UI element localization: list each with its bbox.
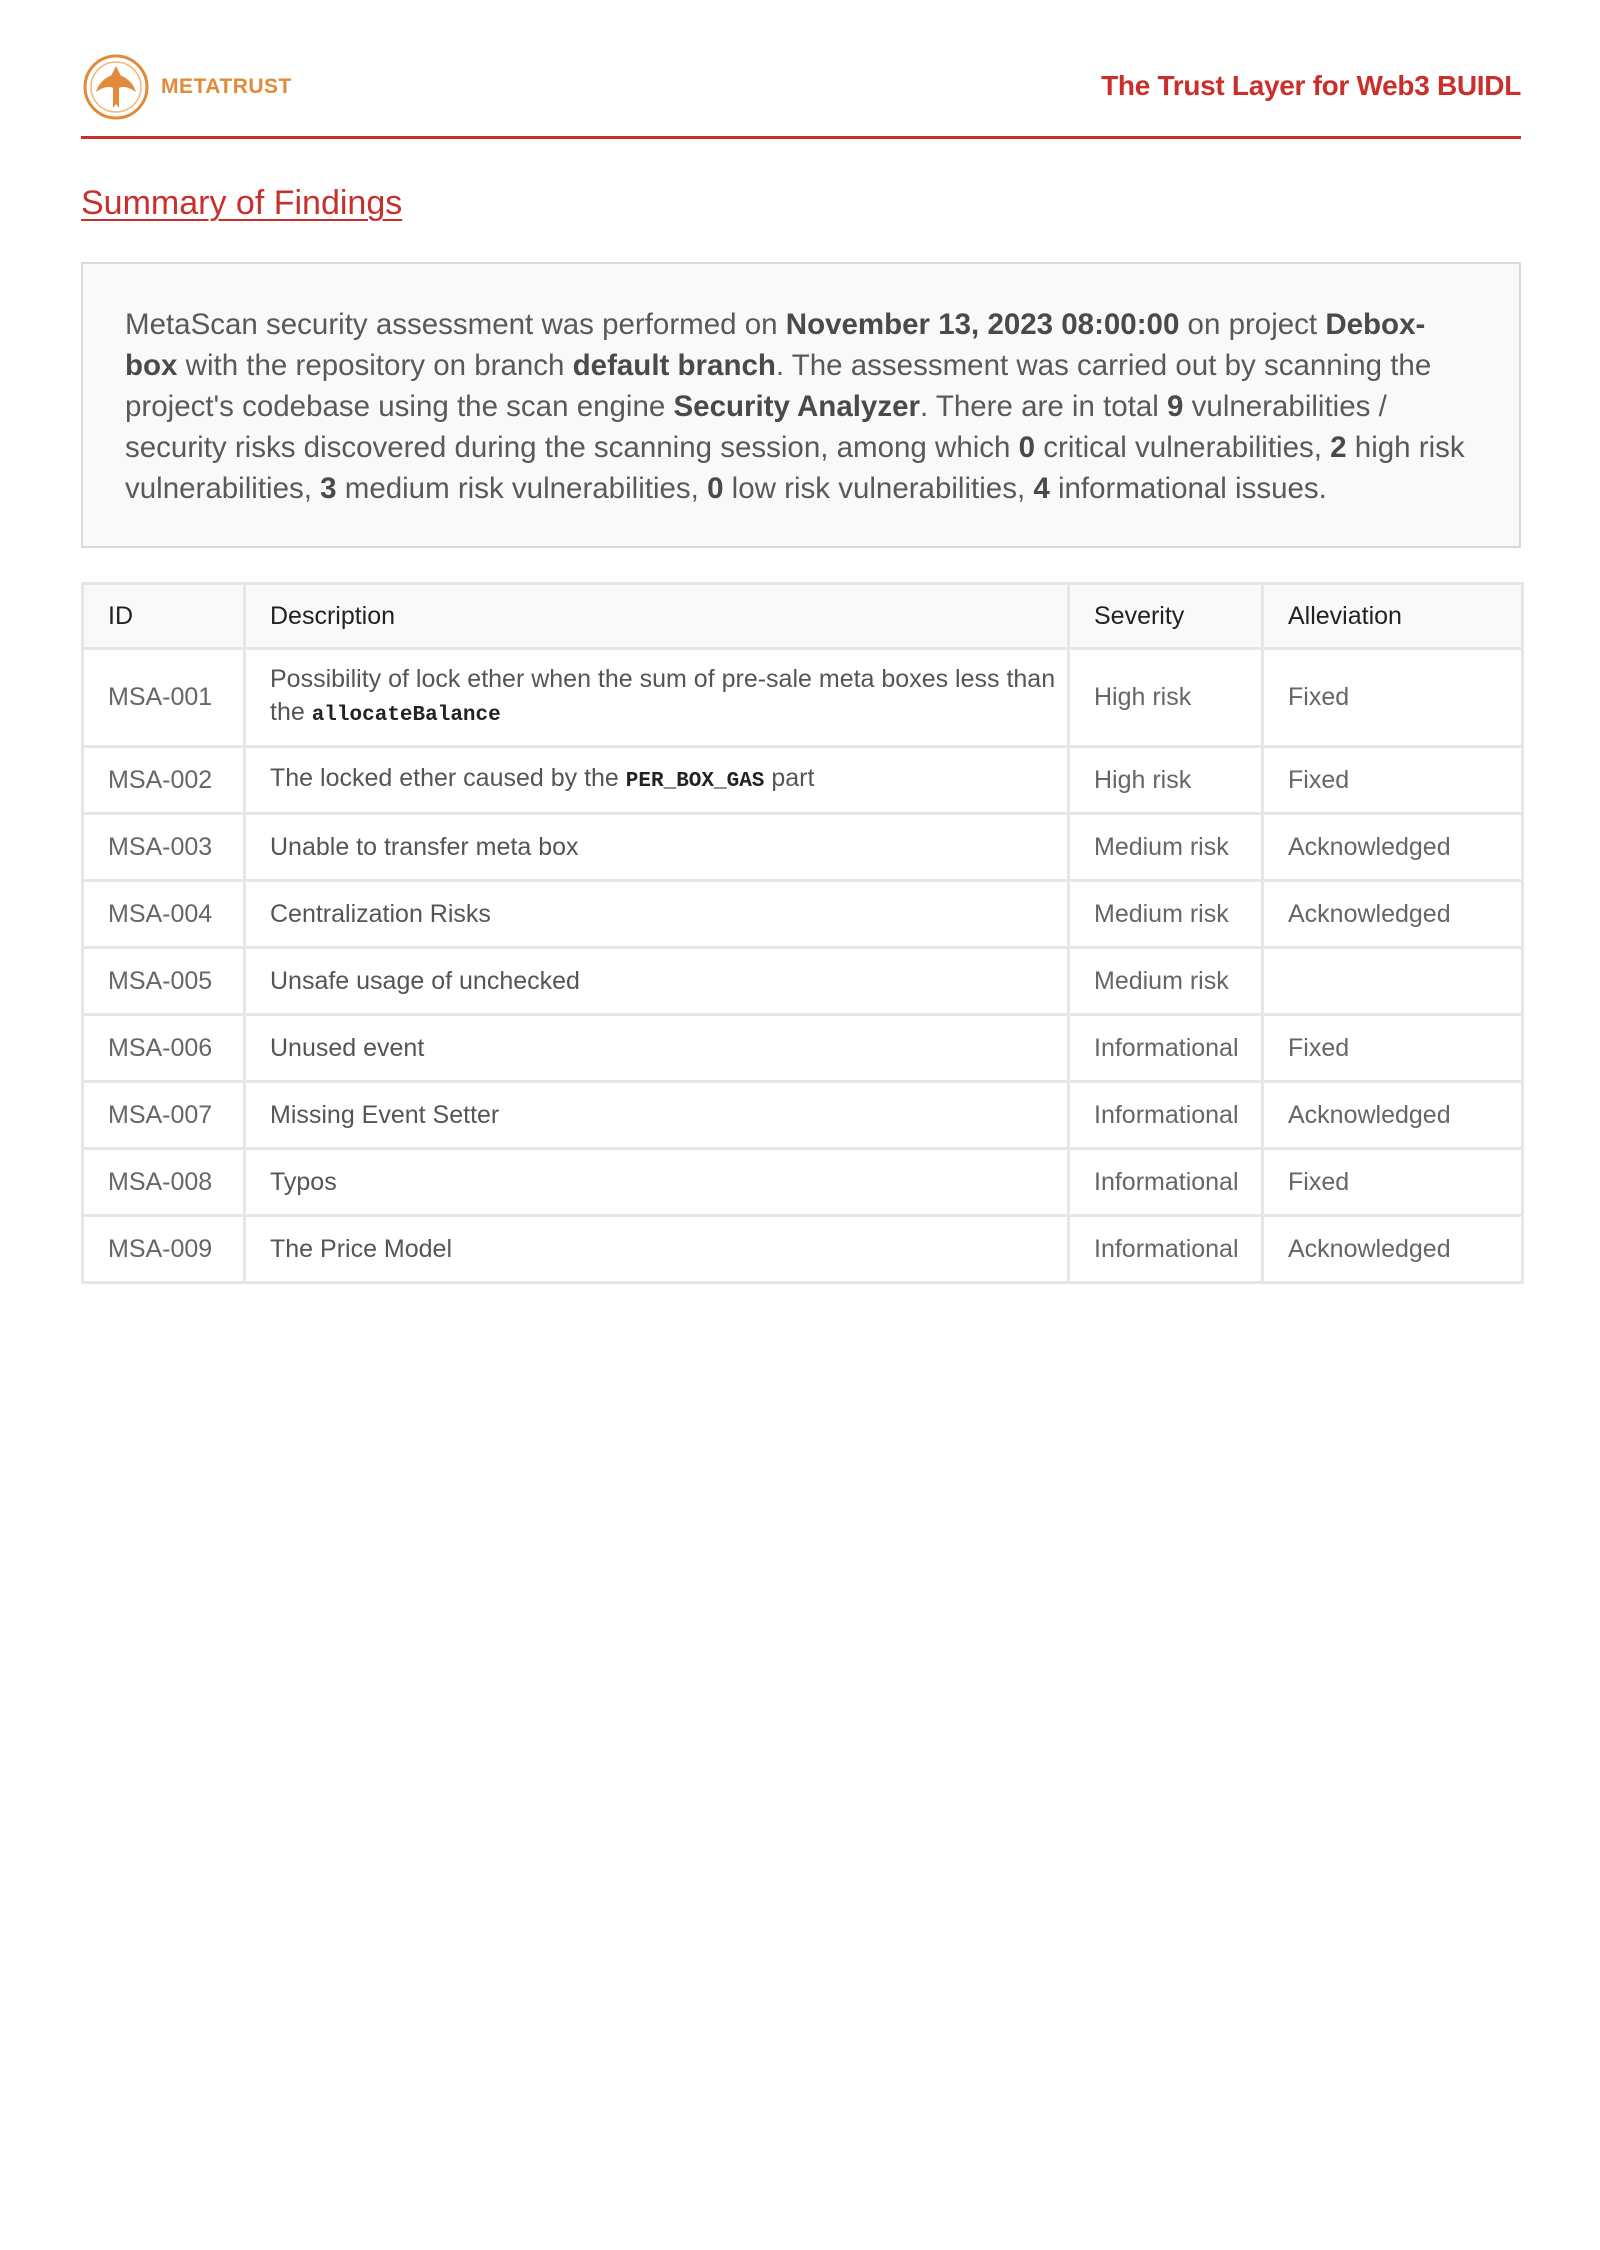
finding-severity: High risk <box>1069 747 1263 814</box>
finding-id: MSA-006 <box>83 1015 245 1082</box>
metatrust-logo <box>81 52 292 122</box>
description-text: Possibility of lock ether when the sum of pre-sale meta boxes less than the <box>270 665 1056 726</box>
summary-text: . The assessment was carried out by scanning the project's codebase using the scan engine <box>125 349 1432 423</box>
finding-description: Missing Event Setter <box>245 1082 1069 1149</box>
finding-id: MSA-007 <box>83 1082 245 1149</box>
header-tagline: The Trust Layer for Web3 BUIDL <box>1101 70 1521 101</box>
finding-alleviation: Fixed <box>1263 649 1523 747</box>
summary-text: vulnerabilities / security risks discovered during the scanning session, among which <box>125 390 1387 464</box>
finding-severity: Informational <box>1069 1216 1263 1283</box>
finding-description: Centralization Risks <box>245 881 1069 948</box>
summary-text: MetaScan security assessment was performed on <box>125 308 786 341</box>
finding-id: MSA-003 <box>83 814 245 881</box>
finding-description <box>245 747 1069 814</box>
finding-severity: Informational <box>1069 1149 1263 1216</box>
summary-text: informational issues. <box>1049 472 1327 505</box>
column-header-severity: Severity <box>1069 584 1263 649</box>
summary-text: with the repository on branch <box>177 349 573 382</box>
column-header-alleviation: Alleviation <box>1263 584 1523 649</box>
table-row <box>83 1216 1523 1283</box>
finding-description: The Price Model <box>245 1216 1069 1283</box>
finding-severity: Medium risk <box>1069 948 1263 1015</box>
finding-severity: Informational <box>1069 1082 1263 1149</box>
summary-text: low risk vulnerabilities, <box>723 472 1034 505</box>
summary-text: on project <box>1179 308 1326 341</box>
table-row <box>83 1082 1523 1149</box>
table-row <box>83 948 1523 1015</box>
finding-alleviation: Fixed <box>1263 1149 1523 1216</box>
logo-wordmark: METATRUST <box>161 75 292 98</box>
finding-description: Typos <box>245 1149 1069 1216</box>
finding-description: Unable to transfer meta box <box>245 814 1069 881</box>
finding-alleviation: Fixed <box>1263 1015 1523 1082</box>
project-name: Debox-box <box>125 308 1426 382</box>
finding-alleviation: Acknowledged <box>1263 1082 1523 1149</box>
description-text: The locked ether caused by the <box>270 764 626 792</box>
low-count: 0 <box>707 472 724 505</box>
table-header-row <box>83 584 1523 649</box>
page-header <box>81 50 1521 139</box>
finding-description: Unsafe usage of unchecked <box>245 948 1069 1015</box>
findings-table <box>81 582 1524 1284</box>
finding-description: Unused event <box>245 1015 1069 1082</box>
finding-severity: Medium risk <box>1069 881 1263 948</box>
finding-severity: Medium risk <box>1069 814 1263 881</box>
section-title: Summary of Findings <box>81 184 403 222</box>
finding-id: MSA-004 <box>83 881 245 948</box>
medium-count: 3 <box>320 472 337 505</box>
finding-alleviation: Fixed <box>1263 747 1523 814</box>
table-row <box>83 1015 1523 1082</box>
info-count: 4 <box>1033 472 1050 505</box>
finding-description <box>245 649 1069 747</box>
finding-id: MSA-009 <box>83 1216 245 1283</box>
table-row <box>83 1149 1523 1216</box>
finding-alleviation: Acknowledged <box>1263 814 1523 881</box>
finding-id: MSA-005 <box>83 948 245 1015</box>
branch-name: default branch <box>572 349 776 382</box>
assessment-date: November 13, 2023 08:00:00 <box>785 308 1180 341</box>
summary-text: medium risk vulnerabilities, <box>336 472 708 505</box>
table-row <box>83 881 1523 948</box>
code-identifier: PER_BOX_GAS <box>625 770 765 793</box>
finding-alleviation: Acknowledged <box>1263 881 1523 948</box>
summary-text: critical vulnerabilities, <box>1035 431 1331 464</box>
summary-text: high risk vulnerabilities, <box>125 431 1465 505</box>
description-text: part <box>764 764 815 792</box>
code-identifier: allocateBalance <box>311 704 501 727</box>
critical-count: 0 <box>1018 431 1036 464</box>
scan-engine: Security Analyzer <box>673 390 920 423</box>
summary-box <box>81 262 1521 548</box>
finding-alleviation: Acknowledged <box>1263 1216 1523 1283</box>
column-header-description: Description <box>245 584 1069 649</box>
column-header-id: ID <box>83 584 245 649</box>
table-row <box>83 747 1523 814</box>
finding-id: MSA-008 <box>83 1149 245 1216</box>
high-count: 2 <box>1330 431 1347 464</box>
finding-id: MSA-002 <box>83 747 245 814</box>
table-row <box>83 814 1523 881</box>
finding-id: MSA-001 <box>83 649 245 747</box>
table-row <box>83 649 1523 747</box>
total-count: 9 <box>1167 390 1184 423</box>
summary-text: . There are in total <box>919 390 1168 423</box>
finding-severity: Informational <box>1069 1015 1263 1082</box>
phoenix-emblem-icon <box>81 52 151 122</box>
finding-severity: High risk <box>1069 649 1263 747</box>
finding-alleviation <box>1263 948 1523 1015</box>
